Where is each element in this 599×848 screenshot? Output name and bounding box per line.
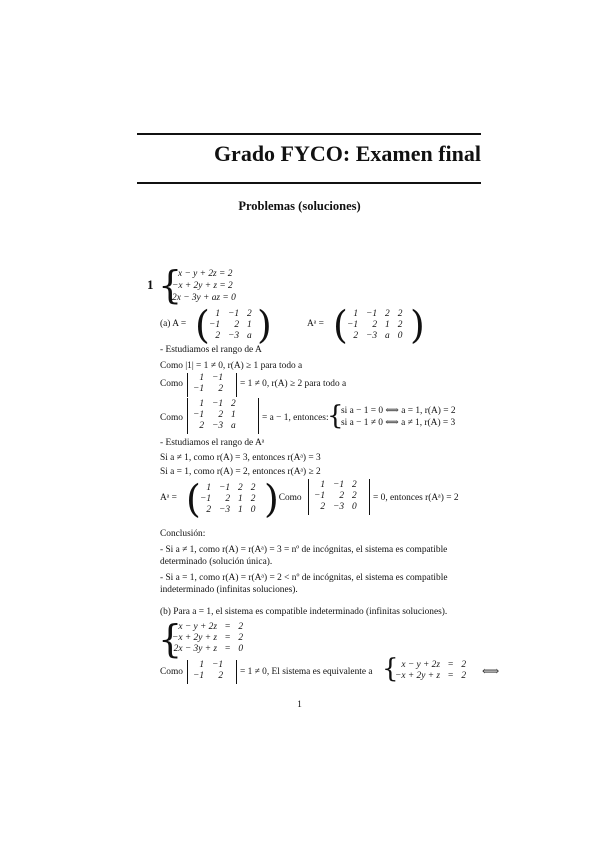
matrix-a-cell: 2 [215,331,221,341]
part-b-system-cell: 2x − 3y + z [173,644,218,654]
title-rule [137,182,481,184]
det3-cell: 1 [199,399,205,409]
part-b-system [170,622,245,655]
part-b-det2-cell: −1 [193,671,205,681]
det3b-cell: 2 [352,480,357,490]
matrix-aa1-cell: −1 [219,483,231,493]
system-eq-1: x − y + 2z = 2 [178,269,233,279]
det3b-cell: 2 [320,502,326,512]
part-b-system-row [170,644,245,655]
matrix-aa1-cell: 2 [250,483,256,493]
case-2: si a − 1 ≠ 0 ⟺ a ≠ 1, r(A) = 3 [341,418,456,428]
matrix-a-cell: 1 [247,320,252,330]
matrix-a-cell: 2 [234,320,240,330]
det2-cell: 2 [218,384,224,394]
det3b-row [310,502,361,513]
matrix-aa-cell: 1 [385,320,390,330]
part-b-equiv-system-cell: 2 [461,671,466,681]
matrix-a [205,309,256,342]
det3b-right-bar [369,479,370,515]
matrix-aa-cell: 2 [397,309,403,319]
matrix-aa1-cell: 2 [225,494,231,504]
page-subtitle: Problemas (soluciones) [238,199,361,213]
matrix-a-cell: 2 [247,309,252,319]
part-b-intro: (b) Para a = 1, el sistema es compatible indeterminado (infinitas soluciones). [160,607,448,617]
cases-brace: { [327,401,344,431]
part-b-equiv-system-cell: 2 [461,660,466,670]
matrix-a-cell: a [247,331,252,341]
part-b-det2-cell: −1 [212,660,224,670]
det3b-result: = 0, entonces r(Aᵃ) = 2 [373,493,459,503]
top-rule [137,133,481,135]
det3b-cell: 1 [320,480,326,490]
matrix-aa-right-paren: ) [410,303,425,347]
matrix-a-row [205,309,256,320]
como-label-1: Como [160,379,183,389]
det3-left-bar [187,398,188,434]
det3-cell: −1 [193,410,205,420]
matrix-aa-cell: a [385,331,390,341]
matrix-aa-cell: 2 [397,320,403,330]
det3-cell: 1 [231,410,236,420]
matrix-aa [343,309,406,342]
matrix-aa-cell: −1 [347,320,359,330]
matrix-aa-row [343,320,406,331]
rank-aa-heading: - Estudiamos el rango de Aᵃ [160,438,265,448]
part-b-det2-row [189,671,227,682]
matrix-a-right-paren: ) [257,303,272,347]
matrix-aa-cell: 2 [385,309,390,319]
det2-matrix [189,373,227,395]
matrix-aa-left-paren: ( [333,303,348,347]
part-b-system-cell: = [225,633,231,643]
det3-matrix [189,399,240,432]
part-b-system-row [170,633,245,644]
det2-row [189,373,227,384]
det2-cell: 1 [199,373,205,383]
det3b-cell: −3 [333,502,345,512]
rank-aa-line-1: Si a ≠ 1, como r(A) = 3, entonces r(Aᵃ) = 3 [160,453,321,463]
det3-cell: a [231,421,236,431]
det3-cell: 2 [199,421,205,431]
matrix-a-left-paren: ( [195,303,210,347]
matrix-aa1-cell: 2 [238,483,243,493]
part-b-system-cell: 0 [238,644,243,654]
det3-row [189,410,240,421]
matrix-a-row [205,320,256,331]
part-b-equiv-system-row [393,671,468,682]
matrix-aa-cell: 1 [353,309,359,319]
matrix-aa1-cell: 2 [250,494,256,504]
part-b-equiv-system-row [393,660,468,671]
system-brace: { [158,263,183,307]
page-number: 1 [297,700,302,710]
matrix-aa-cell: 0 [397,331,403,341]
problem-number: 1 [147,277,154,292]
det3b-cell: −1 [314,491,326,501]
matrix-aa-cell: −1 [366,309,378,319]
matrix-aa1-left-paren: ( [186,477,201,521]
matrix-aa-row [343,331,406,342]
det3-cell: 2 [218,410,224,420]
part-b-equiv-system [393,660,468,682]
part-b-equiv-system-cell: = [448,660,454,670]
det3b-cell: −1 [333,480,345,490]
det3-row [189,421,240,432]
det2-right-bar [236,373,237,397]
part-b-equiv-system-cell: x − y + 2z [401,660,441,670]
part-b-system-cell: −x + 2y + z [172,633,218,643]
det3b-row [310,491,361,502]
conclusion-2-line-2: indeterminado (infinitas soluciones). [160,585,298,595]
conclusion-1-line-1: - Si a ≠ 1, como r(A) = r(Aᵃ) = 3 = nº de incógnitas, el sistema es compatible [160,545,448,555]
matrix-a-cell: −1 [228,309,240,319]
matrix-a-cell: −1 [209,320,221,330]
matrix-aa1-row [196,494,259,505]
part-b-system-row [170,622,245,633]
det3-row [189,399,240,410]
como-label-3: . Como [274,493,302,503]
part-b-equiv-system-cell: −x + 2y + z [395,671,441,681]
part-b-det2-matrix [189,660,227,682]
part-b-det2-row [189,660,227,671]
part-b-det2-cell: 2 [218,671,224,681]
part-b-system-cell: = [225,622,231,632]
part-b-iff: ⟺ [482,664,500,678]
det3b-cell: 2 [339,491,345,501]
rank-a-heading: - Estudiamos el rango de A [160,345,262,355]
label-matrix-aa: Aᵃ = [307,319,324,329]
matrix-aa-row [343,309,406,320]
matrix-aa1-row [196,505,259,516]
det3-cell: −3 [212,421,224,431]
matrix-aa1-row [196,483,259,494]
system-eq-2: −x + 2y + z = 2 [172,281,233,291]
det3b-cell: 0 [352,502,357,512]
rank-aa-line-2: Si a = 1, como r(A) = 2, entonces r(Aᵃ) ≥ 2 [160,467,321,477]
part-b-system-cell: 2 [238,633,243,643]
part-b-equiv-system-cell: = [448,671,454,681]
matrix-aa-cell: −3 [366,331,378,341]
part-b-system-cell: = [225,644,231,654]
matrix-a-cell: 1 [215,309,221,319]
case-1: si a − 1 = 0 ⟺ a = 1, r(A) = 2 [341,406,456,416]
matrix-a-row [205,331,256,342]
matrix-aa1-cell: 2 [206,505,212,515]
conclusion-2-line-1: - Si a = 1, como r(A) = r(Aᵃ) = 2 < nº de incógnitas, el sistema es compatible [160,573,448,583]
det3-result: = a − 1, entonces: [262,413,329,423]
como-label-2: Como [160,413,183,423]
matrix-aa1-cell: 1 [206,483,212,493]
part-b-system-cell: x − y + 2z [178,622,218,632]
det3b-cell: 2 [352,491,357,501]
part-b-system-cell: 2 [238,622,243,632]
conclusion-1-line-2: determinado (solución única). [160,557,273,567]
label-matrix-a: (a) A = [160,319,187,329]
part-b-det2-cell: 1 [199,660,205,670]
det2-result: = 1 ≠ 0, r(A) ≥ 2 para todo a [240,379,347,389]
det3-right-bar [258,398,259,434]
det3-cell: −1 [212,399,224,409]
part-b-como: Como [160,667,183,677]
matrix-aa1 [196,483,259,516]
matrix-aa1-cell: 0 [250,505,256,515]
matrix-aa1-cell: −1 [200,494,212,504]
matrix-a-cell: −3 [228,331,240,341]
page-title: Grado FYCO: Examen final [213,141,481,166]
part-b-det2-result: = 1 ≠ 0, El sistema es equivalente a [240,667,373,677]
det2-cell: −1 [193,384,205,394]
det3b-matrix [310,480,361,513]
part-b-system-brace: { [158,617,183,661]
det2-left-bar [187,373,188,397]
matrix-aa1-cell: 1 [238,505,243,515]
matrix-aa-cell: 2 [372,320,378,330]
det3b-left-bar [308,479,309,515]
det2-row [189,384,227,395]
part-b-det2-right-bar [236,660,237,684]
matrix-aa1-right-paren: ) [264,477,279,521]
matrix-aa-cell: 2 [353,331,359,341]
part-b-equiv-brace: { [382,654,399,684]
system-eq-3: 2x − 3y + az = 0 [172,293,236,303]
part-b-det2-left-bar [187,660,188,684]
matrix-aa1-cell: 1 [238,494,243,504]
det3-cell: 2 [231,399,236,409]
matrix-aa1-cell: −3 [219,505,231,515]
label-matrix-aa-2: Aᵃ = [160,493,177,503]
det2-cell: −1 [212,373,224,383]
rank-a-line-1: Como |1| = 1 ≠ 0, r(A) ≥ 1 para todo a [160,361,303,371]
conclusion-heading: Conclusión: [160,529,206,539]
det3b-row [310,480,361,491]
